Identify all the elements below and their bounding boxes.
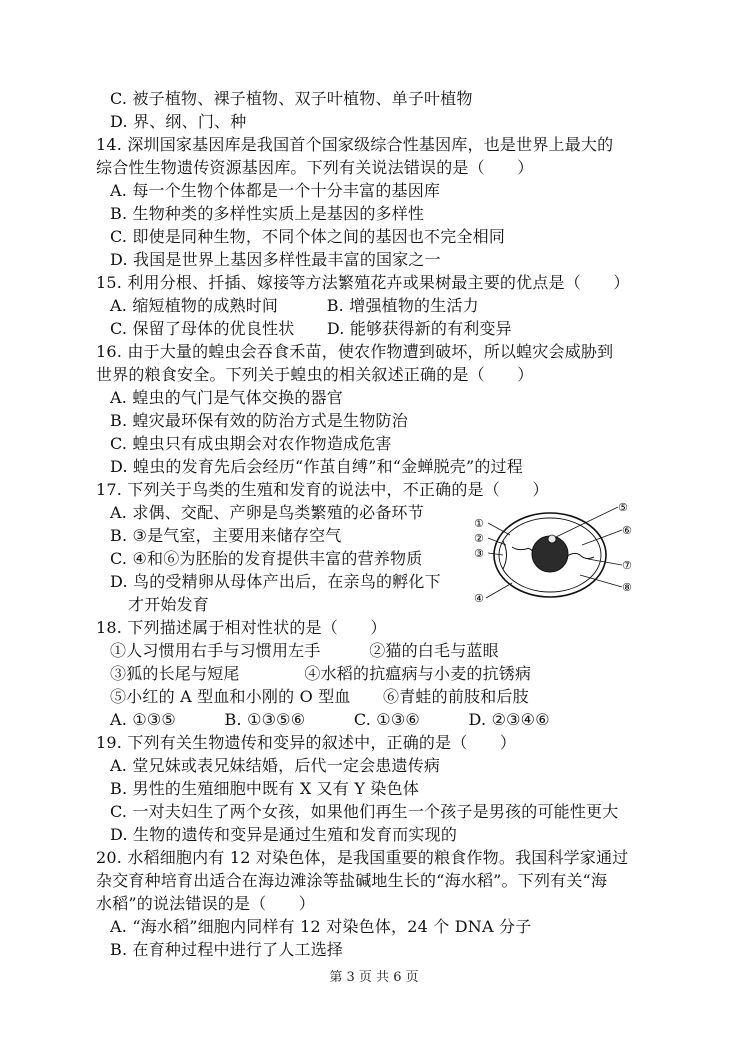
text-line: A. 缩短植物的成熟时间 B. 增强植物的生活力	[110, 296, 479, 315]
text-line: 15. 利用分根、扦插、嫁接等方法繁殖花卉或果树最主要的优点是（ ）	[96, 273, 630, 292]
chalaza-left	[512, 547, 534, 553]
text-line: 14. 深圳国家基因库是我国首个国家级综合性基因库，也是世界上最大的	[96, 135, 614, 154]
text-line: A. 求偶、交配、产卵是鸟类繁殖的必备环节	[110, 503, 424, 522]
text-line: D. 我国是世界上基因多样性最丰富的国家之一	[110, 250, 441, 269]
chalaza-right	[566, 553, 594, 558]
figure-label-7: ⑦	[622, 559, 632, 572]
figure-label-4: ④	[474, 592, 484, 605]
germinal-disc	[548, 535, 556, 543]
text-line: A. “海水稻”细胞内同样有 12 对染色体，24 个 DNA 分子	[110, 917, 532, 936]
figure-label-8: ⑧	[622, 581, 632, 594]
figure-label-6: ⑥	[622, 524, 632, 537]
text-line: 杂交育种培育出适合在海边滩涂等盐碱地生长的“海水稻”。下列有关“海	[96, 871, 608, 890]
text-line: ①人习惯用右手与习惯用左手 ②猫的白毛与蓝眼	[110, 641, 499, 660]
text-line: D. 鸟的受精卵从母体产出后，在亲鸟的孵化下	[110, 572, 441, 591]
text-line: C. 被子植物、裸子植物、双子叶植物、单子叶植物	[110, 89, 473, 108]
text-line: D. 生物的遗传和变异是通过生殖和发育而实现的	[110, 825, 458, 844]
page-footer: 第 3 页 共 6 页	[329, 970, 419, 985]
text-line: C. 一对夫妇生了两个女孩，如果他们再生一个孩子是男孩的可能性更大	[110, 802, 619, 821]
figure-label-3: ③	[474, 547, 484, 560]
text-line: 16. 由于大量的蝗虫会吞食禾苗，使农作物遭到破坏，所以蝗灾会威胁到	[96, 342, 614, 361]
text-line: D. 蝗虫的发育先后会经历“作茧自缚”和“金蝉脱壳”的过程	[110, 457, 523, 476]
figure-label-5: ⑤	[618, 501, 628, 514]
text-line: 水稻”的说法错误的是（ ）	[96, 894, 315, 913]
air-cell	[503, 541, 507, 569]
text-line: C. 蝗虫只有成虫期会对农作物造成危害	[110, 434, 392, 453]
text-line: B. ③是气室，主要用来储存空气	[110, 526, 342, 545]
text-line: 19. 下列有关生物遗传和变异的叙述中，正确的是（ ）	[96, 733, 517, 752]
text-line: A. 每一个生物个体都是一个十分丰富的基因库	[110, 181, 441, 200]
text-line: A. 蝗虫的气门是气体交换的器官	[110, 388, 343, 407]
text-line: A. ①③⑤ B. ①③⑤⑥ C. ①③⑥ D. ②③④⑥	[110, 710, 550, 729]
text-line: D. 界、纲、门、种	[110, 112, 247, 131]
text-line: 才开始发育	[128, 595, 210, 614]
text-line: 20. 水稻细胞内有 12 对染色体，是我国重要的粮食作物。我国科学家通过	[96, 848, 629, 867]
text-line: ③狐的长尾与短尾 ④水稻的抗瘟病与小麦的抗锈病	[110, 664, 532, 683]
text-line: B. 在育种过程中进行了人工选择	[110, 940, 344, 959]
text-line: 世界的粮食安全。下列关于蝗虫的相关叙述正确的是（ ）	[96, 365, 534, 384]
text-line: B. 生物种类的多样性实质上是基因的多样性	[110, 204, 425, 223]
text-line: 18. 下列描述属于相对性状的是（ ）	[96, 618, 387, 637]
text-line: C. 保留了母体的优良性状 D. 能够获得新的有利变异	[110, 319, 512, 338]
figure-label-1: ①	[474, 517, 484, 530]
egg-structure-diagram	[470, 497, 640, 607]
text-line: B. 男性的生殖细胞中既有 X 又有 Y 染色体	[110, 779, 420, 798]
text-line: 17. 下列关于鸟类的生殖和发育的说法中，不正确的是（ ）	[96, 480, 549, 499]
text-line: ⑤小红的 A 型血和小刚的 O 型血 ⑥青蛙的前肢和后肢	[110, 687, 529, 706]
text-line: C. 即使是同种生物，不同个体之间的基因也不完全相同	[110, 227, 506, 246]
text-line: C. ④和⑥为胚胎的发育提供丰富的营养物质	[110, 549, 423, 568]
figure-label-2: ②	[474, 532, 484, 545]
text-line: 综合性生物遗传资源基因库。下列有关说法错误的是（ ）	[96, 158, 534, 177]
text-line: B. 蝗灾最环保有效的防治方式是生物防治	[110, 411, 408, 430]
text-line: A. 堂兄妹或表兄妹结婚，后代一定会患遗传病	[110, 756, 441, 775]
